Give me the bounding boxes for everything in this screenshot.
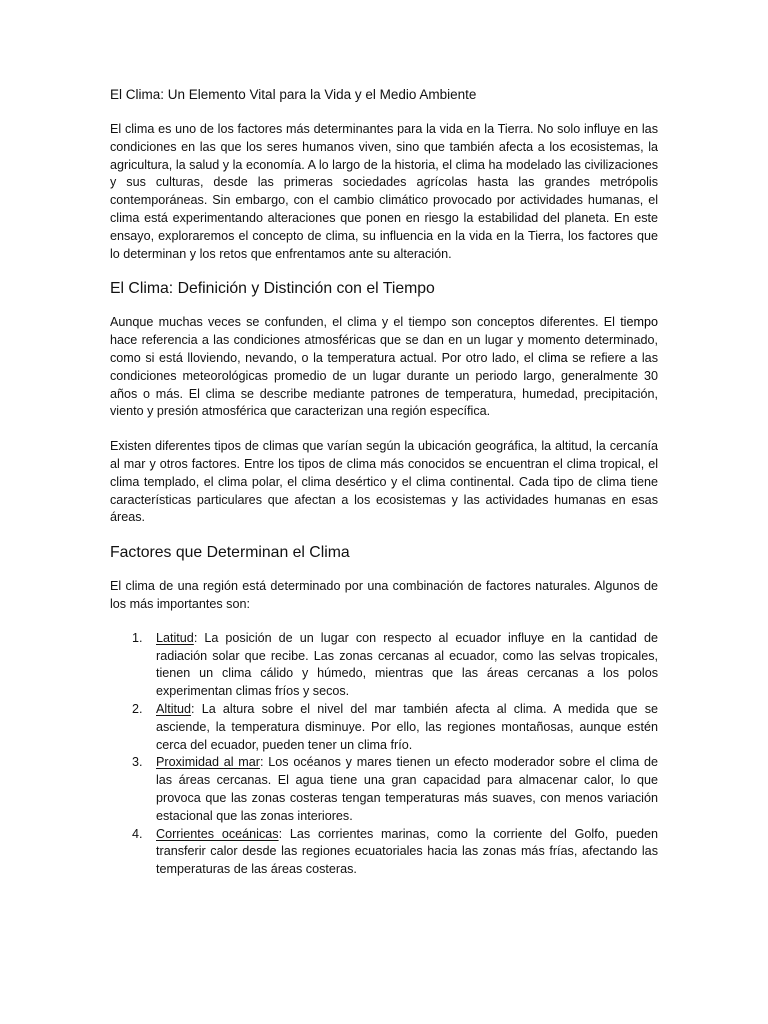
list-item-number: 4. xyxy=(132,826,143,841)
list-item-text: : La altura sobre el nivel del mar también afecta al clima. A medida que se asciende, la temperatura disminuye. Por ello, las regiones montañosas, aunque estén cerca del ecuador, pueden tener un clima frío. xyxy=(156,701,658,752)
list-item-term: Latitud xyxy=(156,630,194,645)
term-clima: clima xyxy=(538,350,568,365)
list-item xyxy=(110,630,658,701)
list-item-text: : Las corrientes marinas, como la corriente del Golfo, pueden transferir calor desde las regiones ecuatoriales hacia las zonas más frías, afectando las temperaturas de las áreas costeras. xyxy=(156,826,659,877)
section-heading-factors: Factores que Determinan el Clima xyxy=(110,544,350,562)
factors-list xyxy=(110,630,658,879)
definition-paragraph xyxy=(110,314,658,421)
list-item-number: 2. xyxy=(132,701,143,716)
list-item-text: : Los océanos y mares tienen un efecto moderador sobre el clima de las áreas cercanas. El agua tiene una gran capacidad para almacenar calor, lo que provoca que las zonas costeras tengan temperaturas más suaves, con menos variación estacional que las zonas interiores. xyxy=(156,755,658,823)
term-tiempo: tiempo xyxy=(620,315,658,330)
section-heading-definition: El Clima: Definición y Distinción con el Tiempo xyxy=(110,280,435,298)
document-title: El Clima: Un Elemento Vital para la Vida y el Medio Ambiente xyxy=(110,87,477,102)
definition-text-1: Aunque muchas veces se confunden, el clima y el tiempo son conceptos diferentes. El xyxy=(110,315,621,330)
factors-intro-paragraph: El clima de una región está determinado por una combinación de factores naturales. Algunos de los más importantes son: xyxy=(110,579,658,611)
list-item-number: 3. xyxy=(132,755,143,770)
definition-text-2: hace referencia a las condiciones atmosféricas que se dan en un lugar y momento determinado, como si está lloviendo, nevando, o la temperatura actual. Por otro lado, el xyxy=(110,333,658,365)
list-item-text: : La posición de un lugar con respecto al ecuador influye en la cantidad de radiación solar que recibe. Las zonas cercanas al ecuador, como las selvas tropicales, tienen un clima cálido y húmedo, mientras que las áreas cercanas a los polos experimentan climas fríos y secos. xyxy=(156,630,658,699)
intro-paragraph: El clima es uno de los factores más determinantes para la vida en la Tierra. No solo influye en las condiciones en las que los seres humanos viven, sino que también afecta a los ecosistemas, la agricultura, la salud y la economía. A lo largo de la historia, el clima ha modelado las civilizaciones y sus culturas, desde las primeras sociedades agrícolas hasta las grandes metrópolis contemporáneas. Sin embargo, con el cambio climático provocado por actividades humanas, el clima está experimentando alteraciones que ponen en riesgo la estabilidad del planeta. En este ensayo, exploraremos el concepto de clima, su influencia en la vida en la Tierra, los factores que lo determinan y los retos que enfrentamos ante su alteración. xyxy=(110,122,658,261)
list-item-term: Proximidad al mar xyxy=(156,755,260,770)
list-item xyxy=(110,754,658,825)
list-item-term: Altitud xyxy=(156,701,192,716)
list-item xyxy=(110,701,658,754)
climate-types-paragraph: Existen diferentes tipos de climas que varían según la ubicación geográfica, la altitud, la cercanía al mar y otros factores. Entre los tipos de clima más conocidos se encuentran el clima tropical, el clima templado, el clima polar, el clima desértico y el clima continental. Cada tipo de clima tiene características particulares que afectan a los ecosistemas y las actividades humanas en esas áreas. xyxy=(110,439,658,525)
document-body xyxy=(110,86,658,879)
list-item-term: Corrientes oceánicas xyxy=(156,826,279,841)
list-item-number: 1. xyxy=(132,630,143,645)
definition-text-3: se refiere a las condiciones meteorológicas promedio de un lugar durante un periodo largo, generalmente 30 años o más. El clima se describe mediante patrones de temperatura, humedad, precipitación, viento y presión atmosférica que caracterizan una región específica. xyxy=(110,350,658,419)
list-item xyxy=(110,826,658,879)
